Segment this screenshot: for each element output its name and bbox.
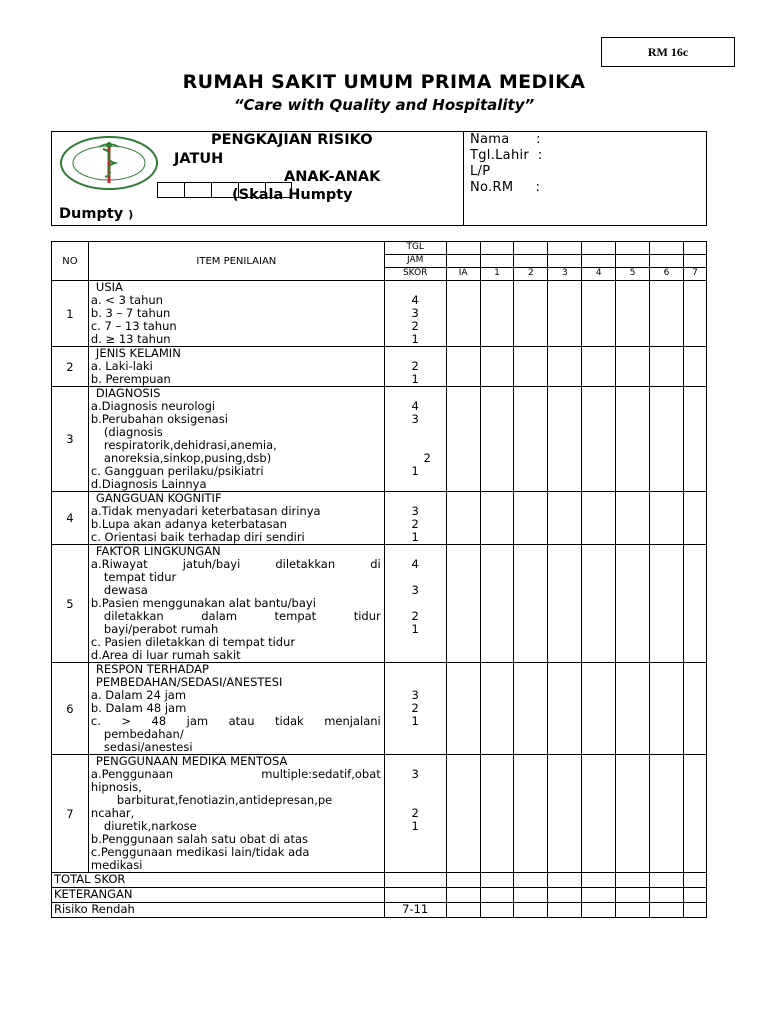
score-value: 2 bbox=[423, 451, 431, 465]
day-col-header: 5 bbox=[616, 268, 650, 281]
time-cell[interactable] bbox=[650, 255, 684, 268]
day-col-header: 3 bbox=[548, 268, 582, 281]
score-entry-cell[interactable] bbox=[616, 755, 650, 873]
footer-entry-cell[interactable] bbox=[446, 873, 480, 888]
criterion-line: bayi/perabot rumah bbox=[103, 622, 219, 636]
score-value: 1 bbox=[411, 819, 419, 833]
score-entry-cell[interactable] bbox=[514, 755, 548, 873]
score-value: 2 bbox=[411, 609, 419, 623]
score-entry-cell[interactable] bbox=[616, 347, 650, 387]
score-entry-cell[interactable] bbox=[514, 663, 548, 755]
date-cell[interactable] bbox=[616, 242, 650, 255]
criterion-line: c. 7 – 13 tahun bbox=[90, 319, 177, 333]
score-value: 4 bbox=[411, 557, 419, 571]
section-items bbox=[88, 755, 384, 873]
score-entry-cell[interactable] bbox=[446, 755, 480, 873]
footer-entry-cell[interactable] bbox=[616, 873, 650, 888]
score-entry-cell[interactable] bbox=[548, 492, 582, 545]
criterion-line: c. Gangguan perilaku/psikiatri bbox=[90, 464, 264, 478]
score-entry-cell[interactable] bbox=[480, 545, 514, 663]
score-entry-cell[interactable] bbox=[650, 347, 684, 387]
score-value: 2 bbox=[411, 319, 419, 333]
time-cell[interactable] bbox=[446, 255, 480, 268]
criterion-line: a.Riwayat jatuh/bayi diletakkan di bbox=[90, 557, 381, 571]
footer-entry-cell[interactable] bbox=[582, 903, 616, 918]
criterion-line: b.Penggunaan salah satu obat di atas bbox=[90, 832, 308, 846]
score-entry-cell[interactable] bbox=[616, 387, 650, 492]
criterion-line: d. ≥ 13 tahun bbox=[90, 332, 171, 346]
footer-entry-cell[interactable] bbox=[480, 903, 514, 918]
score-value: 1 bbox=[411, 714, 419, 728]
row-jam-label: JAM bbox=[384, 255, 446, 268]
footer-entry-cell[interactable] bbox=[650, 903, 684, 918]
score-entry-cell[interactable] bbox=[582, 387, 616, 492]
score-entry-cell[interactable] bbox=[548, 281, 582, 347]
score-entry-cell[interactable] bbox=[683, 347, 706, 387]
day-col-header: 6 bbox=[650, 268, 684, 281]
section-scores bbox=[384, 545, 446, 663]
criterion-line: c.Penggunaan medikasi lain/tidak ada bbox=[90, 845, 310, 859]
score-value: 1 bbox=[411, 372, 419, 386]
score-entry-cell[interactable] bbox=[582, 492, 616, 545]
form-code-box bbox=[601, 37, 735, 67]
section-scores bbox=[384, 347, 446, 387]
fall-risk-table bbox=[51, 241, 707, 918]
criterion-line: hipnosis, bbox=[90, 780, 142, 794]
section-scores bbox=[384, 281, 446, 347]
section-number: 6 bbox=[52, 663, 89, 755]
score-value: 3 bbox=[411, 767, 419, 781]
criterion-line: tempat tidur bbox=[103, 570, 177, 584]
criterion-line: c. > 48 jam atau tidak menjalani bbox=[90, 714, 381, 728]
score-entry-cell[interactable] bbox=[446, 492, 480, 545]
criterion-line: b.Pasien menggunakan alat bantu/bayi bbox=[90, 596, 316, 610]
section-title: DIAGNOSIS bbox=[95, 386, 161, 400]
score-entry-cell[interactable] bbox=[514, 281, 548, 347]
assessment-title-line4: (Skala Humpty bbox=[232, 187, 353, 203]
section-scores bbox=[384, 663, 446, 755]
date-cell[interactable] bbox=[514, 242, 548, 255]
score-entry-cell[interactable] bbox=[446, 387, 480, 492]
score-entry-cell[interactable] bbox=[480, 492, 514, 545]
time-cell[interactable] bbox=[616, 255, 650, 268]
footer-score-cell[interactable] bbox=[384, 888, 446, 903]
criterion-line: b. Perempuan bbox=[90, 372, 171, 386]
score-entry-cell[interactable] bbox=[582, 545, 616, 663]
criterion-line: b. Dalam 48 jam bbox=[90, 701, 187, 715]
assessment-title-line2: JATUH bbox=[174, 151, 224, 167]
hospital-logo bbox=[59, 135, 159, 191]
score-entry-cell[interactable] bbox=[548, 347, 582, 387]
score-entry-cell[interactable] bbox=[548, 755, 582, 873]
footer-score-cell[interactable] bbox=[384, 873, 446, 888]
footer-entry-cell[interactable] bbox=[616, 888, 650, 903]
criterion-line: d.Diagnosis Lainnya bbox=[90, 477, 207, 491]
col-item-header: ITEM PENILAIAN bbox=[88, 242, 384, 281]
criterion-line: a.Diagnosis neurologi bbox=[90, 399, 216, 413]
form-code: RM 16c bbox=[647, 44, 689, 59]
criterion-line: c. Orientasi baik terhadap diri sendiri bbox=[90, 530, 305, 544]
score-entry-cell[interactable] bbox=[446, 281, 480, 347]
score-value: 3 bbox=[411, 688, 419, 702]
time-cell[interactable] bbox=[683, 255, 706, 268]
patient-name-label[interactable]: Nama : bbox=[470, 132, 541, 147]
section-number: 4 bbox=[52, 492, 89, 545]
section-items bbox=[88, 545, 384, 663]
date-cell[interactable] bbox=[480, 242, 514, 255]
risk-low-range: 7-11 bbox=[384, 903, 446, 918]
footer-entry-cell[interactable] bbox=[650, 873, 684, 888]
day-col-header: 4 bbox=[582, 268, 616, 281]
score-value: 3 bbox=[411, 504, 419, 518]
score-entry-cell[interactable] bbox=[650, 545, 684, 663]
criterion-line: sedasi/anestesi bbox=[103, 740, 193, 754]
score-entry-cell[interactable] bbox=[650, 492, 684, 545]
time-cell[interactable] bbox=[480, 255, 514, 268]
section-number: 3 bbox=[52, 387, 89, 492]
section-title: FAKTOR LINGKUNGAN bbox=[95, 544, 221, 558]
footer-entry-cell[interactable] bbox=[446, 903, 480, 918]
footer-entry-cell[interactable] bbox=[548, 873, 582, 888]
footer-entry-cell[interactable] bbox=[514, 903, 548, 918]
date-cell[interactable] bbox=[548, 242, 582, 255]
score-entry-cell[interactable] bbox=[480, 663, 514, 755]
footer-entry-cell[interactable] bbox=[683, 873, 706, 888]
score-value: 3 bbox=[411, 583, 419, 597]
section-number: 7 bbox=[52, 755, 89, 873]
score-value: 2 bbox=[411, 701, 419, 715]
section-title: USIA bbox=[95, 280, 123, 294]
section-title: GANGGUAN KOGNITIF bbox=[95, 491, 222, 505]
criterion-line: c. Pasien diletakkan di tempat tidur bbox=[90, 635, 296, 649]
criterion-line: b.Perubahan oksigenasi bbox=[90, 412, 228, 426]
time-cell[interactable] bbox=[548, 255, 582, 268]
total-score-label: TOTAL SKOR bbox=[52, 873, 385, 888]
assessment-header bbox=[51, 131, 707, 226]
criterion-line: a. < 3 tahun bbox=[90, 293, 163, 307]
footer-entry-cell[interactable] bbox=[650, 888, 684, 903]
score-entry-cell[interactable] bbox=[683, 663, 706, 755]
score-value: 1 bbox=[411, 622, 419, 636]
score-value: 4 bbox=[411, 293, 419, 307]
score-entry-cell[interactable] bbox=[446, 663, 480, 755]
footer-entry-cell[interactable] bbox=[446, 888, 480, 903]
score-entry-cell[interactable] bbox=[480, 281, 514, 347]
score-entry-cell[interactable] bbox=[650, 755, 684, 873]
time-cell[interactable] bbox=[514, 255, 548, 268]
patient-info bbox=[470, 132, 543, 196]
criterion-line: a. Dalam 24 jam bbox=[90, 688, 187, 702]
footer-entry-cell[interactable] bbox=[548, 888, 582, 903]
score-value: 2 bbox=[411, 359, 419, 373]
footer-entry-cell[interactable] bbox=[514, 888, 548, 903]
assessment-title-line5-text: Dumpty bbox=[59, 206, 124, 222]
footer-entry-cell[interactable] bbox=[683, 903, 706, 918]
score-value: 1 bbox=[411, 464, 419, 478]
score-entry-cell[interactable] bbox=[480, 347, 514, 387]
score-entry-cell[interactable] bbox=[480, 387, 514, 492]
criterion-line: ncahar, bbox=[90, 806, 135, 820]
col-no-header: NO bbox=[52, 242, 89, 281]
header-divider bbox=[463, 132, 464, 225]
score-entry-cell[interactable] bbox=[616, 545, 650, 663]
criterion-line: diuretik,narkose bbox=[103, 819, 197, 833]
date-cell[interactable] bbox=[650, 242, 684, 255]
section-scores bbox=[384, 387, 446, 492]
risk-low-label: Risiko Rendah bbox=[52, 903, 385, 918]
patient-sex-label[interactable]: L/P bbox=[470, 164, 491, 179]
score-entry-cell[interactable] bbox=[650, 387, 684, 492]
section-title: RESPON TERHADAP bbox=[95, 662, 209, 676]
score-entry-cell[interactable] bbox=[683, 492, 706, 545]
section-title-2: PEMBEDAHAN/SEDASI/ANESTESI bbox=[95, 675, 283, 689]
section-title: JENIS KELAMIN bbox=[95, 346, 181, 360]
section-items bbox=[88, 663, 384, 755]
section-scores bbox=[384, 755, 446, 873]
criterion-line: (diagnosis bbox=[103, 425, 163, 439]
criterion-line: b. 3 – 7 tahun bbox=[90, 306, 171, 320]
footer-entry-cell[interactable] bbox=[582, 873, 616, 888]
score-entry-cell[interactable] bbox=[683, 281, 706, 347]
score-entry-cell[interactable] bbox=[616, 281, 650, 347]
section-items bbox=[88, 492, 384, 545]
footer-entry-cell[interactable] bbox=[582, 888, 616, 903]
score-entry-cell[interactable] bbox=[514, 387, 548, 492]
score-entry-cell[interactable] bbox=[582, 663, 616, 755]
footer-entry-cell[interactable] bbox=[480, 873, 514, 888]
section-items bbox=[88, 387, 384, 492]
footer-entry-cell[interactable] bbox=[548, 903, 582, 918]
footer-entry-cell[interactable] bbox=[514, 873, 548, 888]
score-entry-cell[interactable] bbox=[548, 663, 582, 755]
score-entry-cell[interactable] bbox=[582, 347, 616, 387]
score-value: 3 bbox=[411, 412, 419, 426]
criterion-line: respiratorik,dehidrasi,anemia, bbox=[103, 438, 277, 452]
criterion-line: a. Laki-laki bbox=[90, 359, 153, 373]
assessment-title-line5-paren: ) bbox=[128, 208, 134, 221]
row-tgl-label: TGL bbox=[384, 242, 446, 255]
keterangan-label: KETERANGAN bbox=[52, 888, 385, 903]
score-entry-cell[interactable] bbox=[683, 755, 706, 873]
assessment-title-line1: PENGKAJIAN RISIKO bbox=[211, 132, 373, 148]
score-value: 2 bbox=[411, 517, 419, 531]
hospital-tagline: “Care with Quality and Hospitality” bbox=[233, 96, 535, 114]
score-value: 1 bbox=[411, 530, 419, 544]
score-entry-cell[interactable] bbox=[446, 347, 480, 387]
section-title: PENGGUNAAN MEDIKA MENTOSA bbox=[95, 754, 288, 768]
score-entry-cell[interactable] bbox=[582, 281, 616, 347]
score-entry-cell[interactable] bbox=[616, 663, 650, 755]
criterion-line: a.Penggunaan multiple:sedatif,obat bbox=[90, 767, 381, 781]
day-col-header: 7 bbox=[683, 268, 706, 281]
row-skor-label: SKOR bbox=[384, 268, 446, 281]
patient-dob-label[interactable]: Tgl.Lahir : bbox=[470, 148, 543, 163]
score-value: 1 bbox=[411, 332, 419, 346]
checkbox[interactable] bbox=[157, 182, 184, 198]
score-entry-cell[interactable] bbox=[548, 387, 582, 492]
section-items bbox=[88, 347, 384, 387]
day-col-header: IA bbox=[446, 268, 480, 281]
footer-entry-cell[interactable] bbox=[616, 903, 650, 918]
criterion-line: dewasa bbox=[103, 583, 148, 597]
section-number: 2 bbox=[52, 347, 89, 387]
criterion-line: anoreksia,sinkop,pusing,dsb) bbox=[103, 451, 272, 465]
section-number: 1 bbox=[52, 281, 89, 347]
score-entry-cell[interactable] bbox=[582, 755, 616, 873]
criterion-line: medikasi bbox=[90, 858, 143, 872]
criterion-line: pembedahan/ bbox=[103, 727, 184, 741]
score-value: 4 bbox=[411, 399, 419, 413]
date-cell[interactable] bbox=[683, 242, 706, 255]
checkbox[interactable] bbox=[184, 182, 211, 198]
assessment-title-line3: ANAK-ANAK bbox=[284, 169, 381, 185]
criterion-line: b.Lupa akan adanya keterbatasan bbox=[90, 517, 287, 531]
section-number: 5 bbox=[52, 545, 89, 663]
criterion-line: barbiturat,fenotiazin,antidepresan,pe bbox=[116, 793, 333, 807]
score-entry-cell[interactable] bbox=[650, 281, 684, 347]
score-entry-cell[interactable] bbox=[683, 545, 706, 663]
assessment-title-line5 bbox=[59, 206, 133, 222]
hospital-name: RUMAH SAKIT UMUM PRIMA MEDIKA bbox=[182, 71, 586, 93]
day-col-header: 2 bbox=[514, 268, 548, 281]
score-entry-cell[interactable] bbox=[650, 663, 684, 755]
score-value: 2 bbox=[411, 806, 419, 820]
score-entry-cell[interactable] bbox=[480, 755, 514, 873]
section-scores bbox=[384, 492, 446, 545]
score-entry-cell[interactable] bbox=[548, 545, 582, 663]
score-value: 3 bbox=[411, 306, 419, 320]
score-entry-cell[interactable] bbox=[514, 492, 548, 545]
score-entry-cell[interactable] bbox=[683, 387, 706, 492]
section-items bbox=[88, 281, 384, 347]
time-cell[interactable] bbox=[582, 255, 616, 268]
footer-entry-cell[interactable] bbox=[480, 888, 514, 903]
score-entry-cell[interactable] bbox=[616, 492, 650, 545]
criterion-line: diletakkan dalam tempat tidur bbox=[103, 609, 381, 623]
day-col-header: 1 bbox=[480, 268, 514, 281]
footer-entry-cell[interactable] bbox=[683, 888, 706, 903]
patient-rm-label[interactable]: No.RM : bbox=[470, 180, 541, 195]
score-entry-cell[interactable] bbox=[514, 545, 548, 663]
score-entry-cell[interactable] bbox=[514, 347, 548, 387]
date-cell[interactable] bbox=[582, 242, 616, 255]
criterion-line: d.Area di luar rumah sakit bbox=[90, 648, 241, 662]
date-cell[interactable] bbox=[446, 242, 480, 255]
score-entry-cell[interactable] bbox=[446, 545, 480, 663]
criterion-line: a.Tidak menyadari keterbatasan dirinya bbox=[90, 504, 321, 518]
